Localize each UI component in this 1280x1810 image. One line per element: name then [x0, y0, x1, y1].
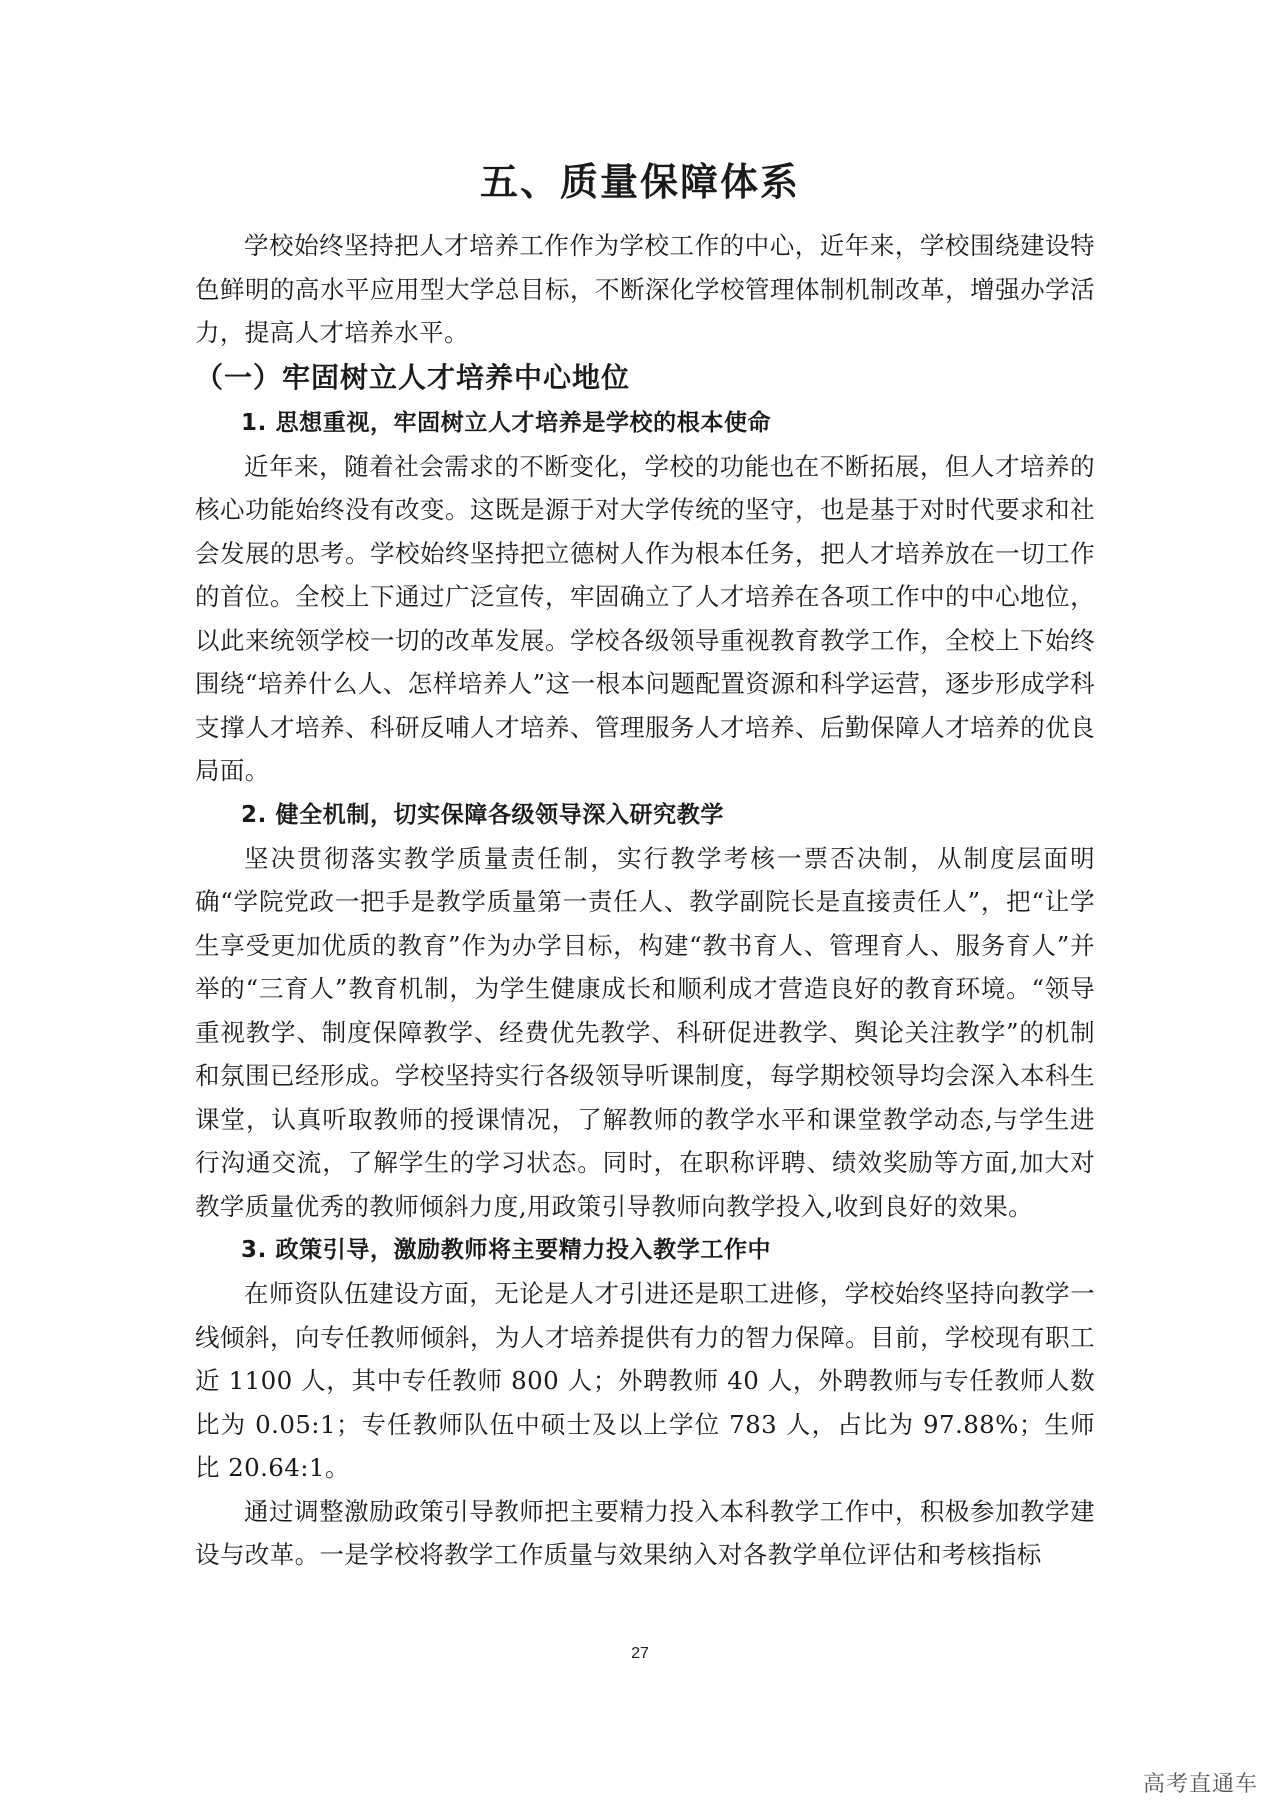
subsection-2-paragraph: 坚决贯彻落实教学质量责任制，实行教学考核一票否决制，从制度层面明确“学院党政一把手是教学质量第一责任人、教学副院长是直接责任人”，把“让学生享受更加优质的教育”作为办学目标，构建“教书育人、管理育人、服务育人”并举的“三育人”教育机制，为学生健康成长和顺利成才营造良好的教育环境。“领导重视教学、制度保障教学、经费优先教学、科研促进教学、舆论关注教学”的机制和氛围已经形成。学校坚持实行各级领导听课制度，每学期校领导均会深入本科生课堂，认真听取教师的授课情况，了解教师的教学水平和课堂教学动态,与学生进行沟通交流，了解学生的学习状态。同时，在职称评聘、绩效奖励等方面,加大对教学质量优秀的教师倾斜力度,用政策引导教师向教学投入,收到良好的效果。 — [195, 843, 1095, 1221]
section-heading: （一）牢固树立人才培养中心地位 — [195, 360, 631, 394]
subsection-heading-3: 3. 政策引导，激励教师将主要精力投入教学工作中 — [241, 1237, 772, 1263]
document-body — [195, 224, 1095, 1577]
intro-paragraph: 学校始终坚持把人才培养工作作为学校工作的中心，近年来，学校围绕建设特色鲜明的高水平应用型大学总目标，不断深化学校管理体制机制改革，增强办学活力，提高人才培养水平。 — [195, 231, 1095, 347]
subsection-heading-1: 1. 思想重视，牢固树立人才培养是学校的根本使命 — [241, 409, 772, 436]
subsection-1-paragraph: 近年来，随着社会需求的不断变化，学校的功能也在不断拓展，但人才培养的核心功能始终没有改变。这既是源于对大学传统的坚守，也是基于对时代要求和社会发展的思考。学校始终坚持把立德树人作为根本任务，把人才培养放在一切工作的首位。全校上下通过广泛宣传，牢固确立了人才培养在各项工作中的中心地位，以此来统领学校一切的改革发展。学校各级领导重视教育教学工作，全校上下始终围绕“培养什么人、怎样培养人”这一根本问题配置资源和科学运营，逐步形成学科支撑人才培养、科研反哺人才培养、管理服务人才培养、后勤保障人才培养的优良局面。 — [195, 451, 1095, 785]
page-number: 27 — [631, 1645, 649, 1662]
page-title: 五、质量保障体系 — [479, 160, 800, 204]
subsection-3-paragraph-1: 在师资队伍建设方面，无论是人才引进还是职工进修，学校始终坚持向教学一线倾斜，向专任教师倾斜，为人才培养提供有力的智力保障。目前，学校现有职工近 1100 人，其中专任教师 800 人；外聘教师 40 人，外聘教师与专任教师人数比为 0.05:1；专任教师队伍中硕士及以上学位 783 人，占比为 97.88%；生师比 20.64:1。 — [195, 1279, 1095, 1482]
subsection-heading-2: 2. 健全机制，切实保障各级领导深入研究教学 — [241, 801, 724, 828]
subsection-3-paragraph-2: 通过调整激励政策引导教师把主要精力投入本科教学工作中，积极参加教学建设与改革。一是学校将教学工作质量与效果纳入对各教学单位评估和考核指标 — [195, 1496, 1095, 1569]
watermark-text: 高考直通车 — [1142, 1772, 1258, 1797]
